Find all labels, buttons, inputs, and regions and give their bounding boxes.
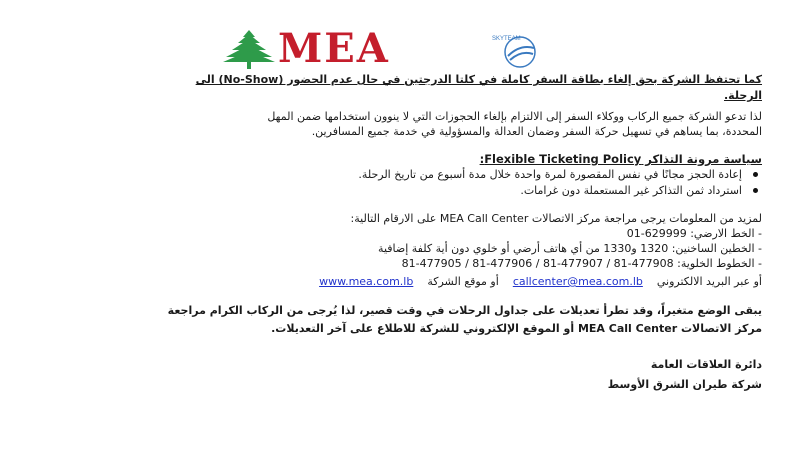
call-line-1: لذا تدعو الشركة جميع الركاب ووكلاء السفر إلى الالتزام بإلغاء الحجوزات التي لا ينوون استخدامها ضمن المهل — [267, 110, 762, 123]
signature-company: شركة طيران الشرق الأوسط — [607, 378, 762, 391]
email-prefix: أو عبر البريد الالكتروني — [656, 275, 762, 288]
policy-item — [358, 167, 762, 183]
policy-item — [358, 183, 762, 199]
update-line-1: يبقى الوضع متغيراً، وقد تطرأ تعديلات على جداول الرحلات في وقت قصير، لذا يُرجى من الركاب الكرام مراجعة — [167, 304, 762, 317]
website-link[interactable]: www.mea.com.lb — [319, 275, 414, 288]
contact-intro: لمزيد من المعلومات يرجى مراجعة مركز الاتصالات MEA Call Center على الارقام التالية: — [350, 212, 762, 225]
update-line-2: مركز الاتصالات MEA Call Center أو الموقع الإلكتروني للشركة للاطلاع على آخر التعديلات. — [271, 322, 762, 335]
no-show-line-2: الرحلة. — [723, 89, 762, 102]
no-show-line-1: كما تحتفظ الشركة بحق إلغاء بطاقة السفر كاملة في كلتا الدرجتين في حال عدم الحضور (No-Show) الى — [195, 73, 762, 86]
mea-logo — [222, 25, 542, 72]
contact-mobile: - الخطوط الخلوية: 477908-81 / 477907-81 / 477906-81 / 477905-81 — [401, 257, 762, 270]
contact-online — [319, 275, 762, 289]
skyteam-icon — [490, 30, 542, 70]
skyteam-label: SKYTEAM — [492, 36, 521, 42]
website-prefix: أو موقع الشركة — [427, 275, 499, 288]
policy-item-text: استرداد ثمن التذاكر غير المستعملة دون غرامات. — [520, 184, 742, 197]
contact-hotlines: - الخطين الساخنين: 1320 و1330 من أي هاتف أرضي أو خلوي دون أية كلفة إضافية — [378, 242, 762, 255]
contact-landline: - الخط الارضي: 629999-01 — [626, 227, 762, 240]
policy-item-text: إعادة الحجز مجانًا في نفس المقصورة لمرة واحدة خلال مدة أسبوع من تاريخ الرحلة. — [358, 168, 742, 181]
mea-wordmark: MEA — [278, 25, 390, 72]
policy-heading: سياسة مرونة التذاكر Flexible Ticketing Policy: — [479, 152, 762, 166]
email-link[interactable]: callcenter@mea.com.lb — [512, 275, 643, 288]
bullet-icon — [753, 172, 758, 177]
call-line-2: المحددة، بما يساهم في تسهيل حركة السفر وضمان العدالة والمسؤولية في خدمة جميع المسافرين. — [311, 125, 762, 138]
signature-department: دائرة العلاقات العامة — [650, 358, 762, 371]
policy-list — [358, 167, 762, 199]
cedar-icon — [222, 28, 276, 70]
bullet-icon — [753, 188, 758, 193]
